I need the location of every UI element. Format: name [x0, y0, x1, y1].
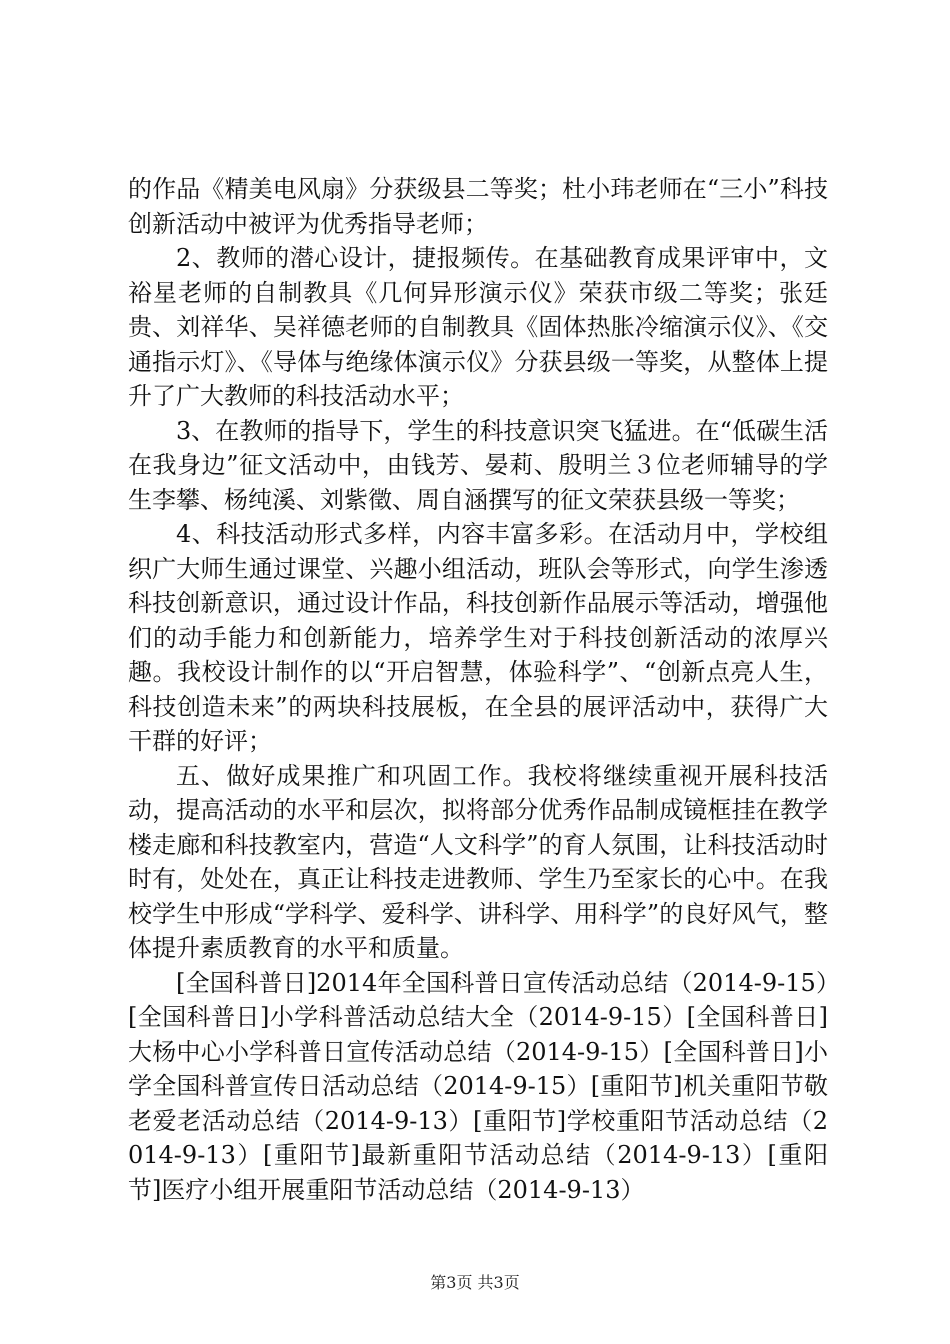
paragraph-teacher-design: 2、教师的潜心设计，捷报频传。在基础教育成果评审中，文裕星老师的自制教具《几何异形演示仪》荣获市级二等奖；张廷贵、刘祥华、吴祥德老师的自制教具《固体热胀冷缩演示仪》、《交通指示灯》、《导体与绝缘体演示仪》分获县级一等奖，从整体上提升了广大教师的科技活动水平；: [128, 244, 828, 410]
paragraph-student-awareness: 3、在教师的指导下，学生的科技意识突飞猛进。在“低碳生活在我身边”征文活动中，由钱芳、晏莉、殷明兰３位老师辅导的学生李攀、杨纯溪、刘紫徵、周自涵撰写的征文荣获县级一等奖；: [128, 416, 828, 514]
paragraph-related-links: [全国科普日]2014年全国科普日宣传活动总结（2014-9-15）[全国科普日]小学科普活动总结大全（2014-9-15）[全国科普日]大杨中心小学科普日宣传活动总结（2014-9-15）[全国科普日]小学全国科普宣传日活动总结（2014-9-15）[重阳节]机关重阳节敬老爱老活动总结（2014-9-13）[重阳节]学校重阳节活动总结（2014-9-13）[重阳节]最新重阳节活动总结（2014-9-13）[重阳节]医疗小组开展重阳节活动总结（2014-9-13）: [128, 968, 828, 1204]
paragraph-activity-forms: 4、科技活动形式多样，内容丰富多彩。在活动月中，学校组织广大师生通过课堂、兴趣小组活动，班队会等形式，向学生渗透科技创新意识，通过设计作品，科技创新作品展示等活动，增强他们的动手能力和创新能力，培养学生对于科技创新活动的浓厚兴趣。我校设计制作的以“开启智慧，体验科学”、“创新点亮人生，科技创造未来”的两块科技展板，在全县的展评活动中，获得广大干群的好评；: [128, 520, 828, 755]
document-body: [128, 172, 828, 1207]
page-footer: 第3页 共3页: [430, 1273, 520, 1292]
paragraph-continuation: 的作品《精美电风扇》分获级县二等奖；杜小玮老师在“三小”科技创新活动中被评为优秀指导老师；: [128, 175, 828, 238]
paragraph-promotion: 五、做好成果推广和巩固工作。我校将继续重视开展科技活动，提高活动的水平和层次，拟将部分优秀作品制成镜框挂在教学楼走廊和科技教室内，营造“人文科学”的育人氛围，让科技活动时时有，处处在，真正让科技走进教师、学生乃至家长的心中。在我校学生中形成“学科学、爱科学、讲科学、用科学”的良好风气，整体提升素质教育的水平和质量。: [128, 761, 828, 962]
